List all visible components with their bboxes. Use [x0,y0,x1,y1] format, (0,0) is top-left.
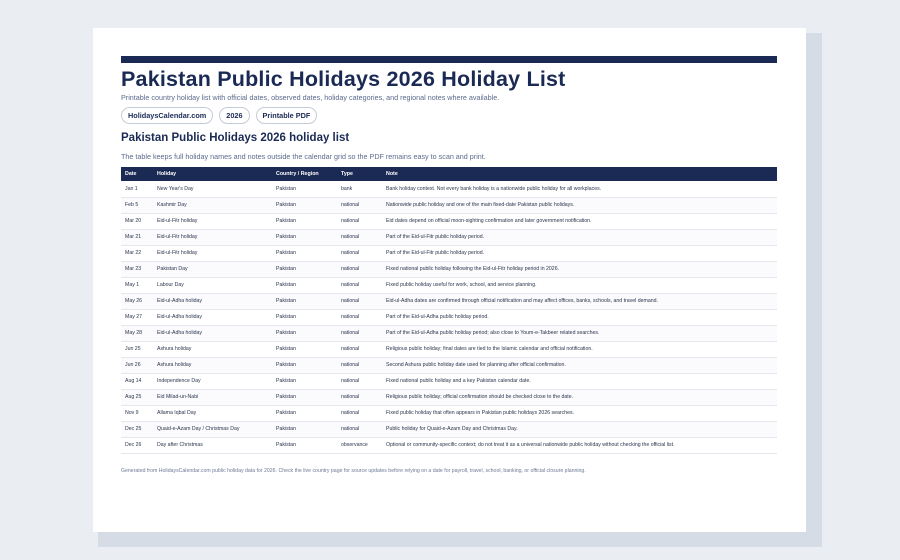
cell-date: Dec 26 [121,437,153,453]
cell-note: Fixed national public holiday and a key Pakistan calendar date. [382,373,777,389]
cell-type: national [337,325,382,341]
cell-type: national [337,277,382,293]
cell-country-region: Pakistan [272,181,337,197]
cell-note: Fixed national public holiday following the Eid-ul-Fitr holiday period in 2026. [382,261,777,277]
cell-country-region: Pakistan [272,341,337,357]
cell-type: observance [337,437,382,453]
cell-holiday: Quaid-e-Azam Day / Christmas Day [153,421,272,437]
cell-date: Jun 26 [121,357,153,373]
cell-holiday: Ashura holiday [153,341,272,357]
table-row [121,245,777,261]
cell-country-region: Pakistan [272,277,337,293]
header-holiday: Holiday [157,171,177,177]
table-body [121,181,777,453]
table-row [121,325,777,341]
cell-date: Jun 25 [121,341,153,357]
cell-note: Nationwide public holiday and one of the main fixed-date Pakistan public holidays. [382,197,777,213]
cell-date: Aug 14 [121,373,153,389]
document-title: Pakistan Public Holidays 2026 Holiday List [121,67,566,91]
document-page [93,28,806,532]
cell-country-region: Pakistan [272,405,337,421]
cell-country-region: Pakistan [272,213,337,229]
cell-note: Religious public holiday; official confirmation should be checked close to the date. [382,389,777,405]
cell-country-region: Pakistan [272,245,337,261]
cell-note: Part of the Eid-ul-Adha public holiday period. [382,309,777,325]
cell-note: Part of the Eid-ul-Adha public holiday period; also close to Youm-e-Takbeer related searches. [382,325,777,341]
cell-date: Aug 25 [121,389,153,405]
cell-note: Optional or community-specific context; do not treat it as a universal nationwide public holiday without checking the official list. [382,437,777,453]
table-row [121,229,777,245]
cell-country-region: Pakistan [272,325,337,341]
cell-date: Mar 20 [121,213,153,229]
cell-type: national [337,405,382,421]
header-note: Note [386,171,398,177]
cell-country-region: Pakistan [272,197,337,213]
table-row [121,373,777,389]
table-header-row [121,167,777,181]
cell-holiday: Eid-ul-Adha holiday [153,309,272,325]
cell-type: national [337,245,382,261]
header-accent-bar [121,56,777,63]
table-row [121,293,777,309]
cell-note: Bank holiday context. Not every bank holiday is a nationwide public holiday for all workplaces. [382,181,777,197]
cell-date: May 27 [121,309,153,325]
cell-type: national [337,197,382,213]
table-row [121,357,777,373]
cell-note: Public holiday for Quaid-e-Azam Day and Christmas Day. [382,421,777,437]
cell-holiday: Day after Christmas [153,437,272,453]
cell-type: national [337,389,382,405]
chip-source: HolidaysCalendar.com [121,107,213,124]
cell-holiday: Eid-ul-Adha holiday [153,325,272,341]
cell-country-region: Pakistan [272,293,337,309]
header-country-region: Country / Region [276,171,319,177]
section-title: Pakistan Public Holidays 2026 holiday list [121,132,350,144]
document-subtitle: Printable country holiday list with official dates, observed dates, holiday categories, and regional notes where available. [121,93,500,102]
cell-date: Mar 22 [121,245,153,261]
cell-note: Part of the Eid-ul-Fitr public holiday period. [382,229,777,245]
cell-note: Religious public holiday; final dates are tied to the Islamic calendar and official notification. [382,341,777,357]
chip-year: 2026 [219,107,249,124]
cell-type: national [337,261,382,277]
cell-country-region: Pakistan [272,421,337,437]
cell-type: national [337,373,382,389]
cell-date: Jan 1 [121,181,153,197]
cell-type: national [337,229,382,245]
table-row [121,277,777,293]
cell-note: Fixed public holiday useful for work, school, and service planning. [382,277,777,293]
cell-holiday: Kashmir Day [153,197,272,213]
header-type: Type [341,171,353,177]
table-row [121,261,777,277]
table-row [121,437,777,453]
cell-holiday: Eid-ul-Fitr holiday [153,213,272,229]
cell-date: May 26 [121,293,153,309]
section-description: The table keeps full holiday names and notes outside the calendar grid so the PDF remains easy to scan and print. [121,152,486,161]
header-date: Date [125,171,137,177]
cell-date: Feb 5 [121,197,153,213]
table-row [121,197,777,213]
cell-holiday: Allama Iqbal Day [153,405,272,421]
cell-type: national [337,421,382,437]
cell-type: national [337,309,382,325]
cell-date: May 1 [121,277,153,293]
cell-holiday: Eid Milad-un-Nabi [153,389,272,405]
cell-country-region: Pakistan [272,229,337,245]
cell-country-region: Pakistan [272,389,337,405]
cell-type: bank [337,181,382,197]
table-row [121,341,777,357]
cell-holiday: Independence Day [153,373,272,389]
footer-note: Generated from HolidaysCalendar.com public holiday data for 2026. Check the live country page for source updates before relying on a date for payroll, travel, school, banking, or official closure planning. [121,468,586,474]
cell-type: national [337,293,382,309]
cell-country-region: Pakistan [272,309,337,325]
cell-type: national [337,357,382,373]
cell-holiday: Pakistan Day [153,261,272,277]
cell-date: Nov 9 [121,405,153,421]
cell-holiday: New Year's Day [153,181,272,197]
cell-holiday: Eid-ul-Fitr holiday [153,229,272,245]
cell-date: Dec 25 [121,421,153,437]
cell-type: national [337,213,382,229]
cell-country-region: Pakistan [272,261,337,277]
chip-format: Printable PDF [256,107,318,124]
table-row [121,405,777,421]
cell-holiday: Labour Day [153,277,272,293]
cell-country-region: Pakistan [272,357,337,373]
cell-note: Part of the Eid-ul-Fitr public holiday period. [382,245,777,261]
cell-holiday: Eid-ul-Fitr holiday [153,245,272,261]
tag-chips [121,107,317,124]
cell-holiday: Ashura holiday [153,357,272,373]
cell-note: Eid dates depend on official moon-sighting confirmation and later government notification. [382,213,777,229]
cell-date: May 28 [121,325,153,341]
holiday-table [121,167,777,454]
cell-note: Eid-ul-Adha dates are confirmed through official notification and may affect offices, banks, schools, and travel demand. [382,293,777,309]
cell-note: Fixed public holiday that often appears in Pakistan public holidays 2026 searches. [382,405,777,421]
table-row [121,213,777,229]
table-row [121,181,777,197]
cell-holiday: Eid-ul-Adha holiday [153,293,272,309]
table-row [121,421,777,437]
table-row [121,309,777,325]
cell-type: national [337,341,382,357]
cell-date: Mar 21 [121,229,153,245]
cell-note: Second Ashura public holiday date used for planning after official confirmation. [382,357,777,373]
cell-country-region: Pakistan [272,437,337,453]
cell-date: Mar 23 [121,261,153,277]
cell-country-region: Pakistan [272,373,337,389]
table-row [121,389,777,405]
